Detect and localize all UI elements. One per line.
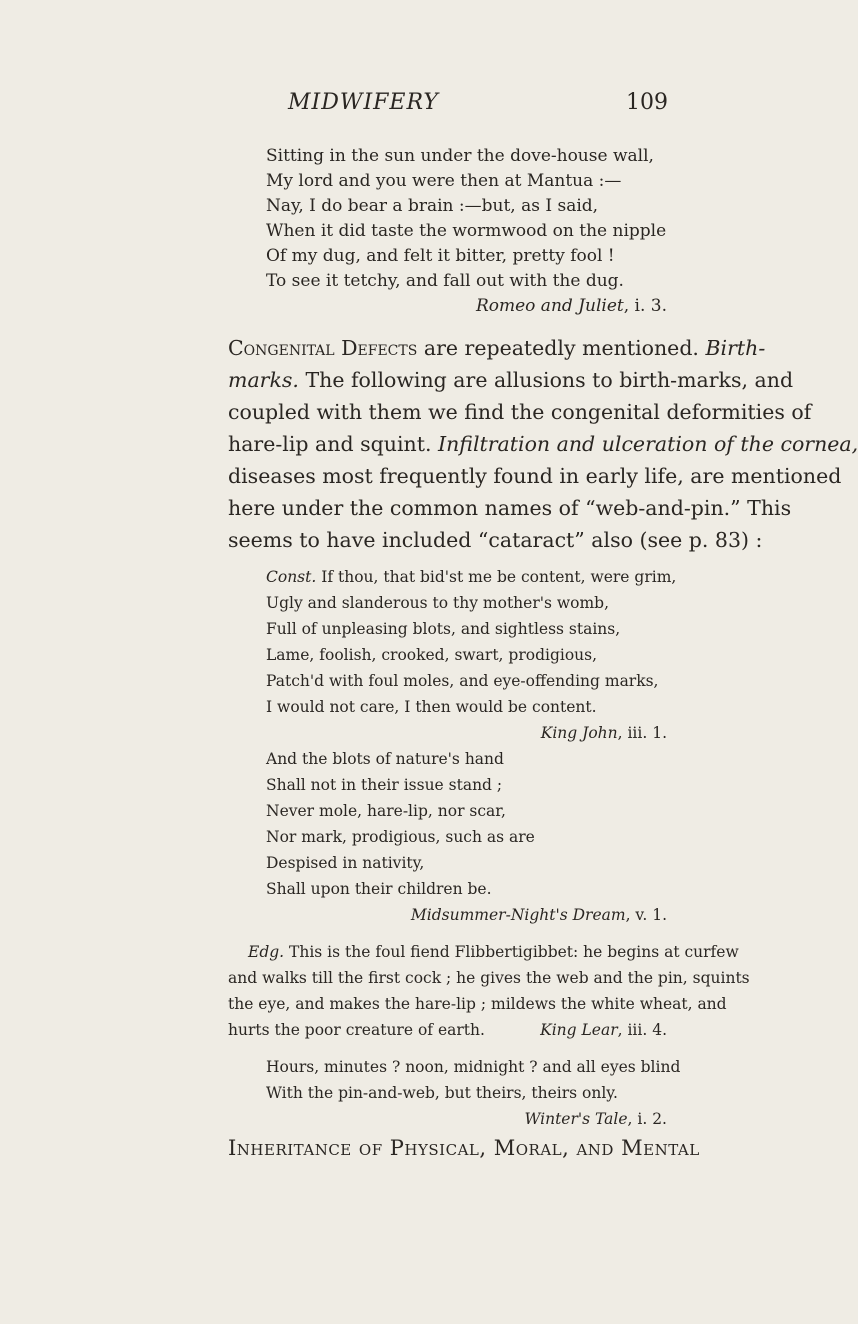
prose-line: and walks till the first cock ; he gives the web and the pin, squints xyxy=(228,969,750,987)
paragraph-line: seems to have included “cataract” also (see p. 83) : xyxy=(228,528,763,552)
citation-ref: , iii. 1. xyxy=(617,724,667,742)
verse-line: Const. If thou, that bid'st me be content, were grim, xyxy=(266,568,677,586)
verse-line: Sitting in the sun under the dove-house wall, xyxy=(266,146,654,166)
speaker: Edg. xyxy=(248,943,285,961)
citation-ref: , i. 3. xyxy=(623,296,667,316)
prose-line: hurts the poor creature of earth. xyxy=(228,1021,485,1039)
citation-title: Midsummer-Night's Dream xyxy=(410,906,626,924)
verse-line: Never mole, hare-lip, nor scar, xyxy=(266,802,506,820)
page-header xyxy=(288,90,668,124)
verse-line: When it did taste the wormwood on the nipple xyxy=(266,221,667,241)
verse-line: Full of unpleasing blots, and sightless stains, xyxy=(266,620,621,638)
verse-line: Nor mark, prodigious, such as are xyxy=(266,828,535,846)
paragraph-line: here under the common names of “web-and-pin.” This xyxy=(228,496,792,520)
verse-line: I would not care, I then would be content. xyxy=(266,698,597,716)
section-heading: Inheritance of Physical, Moral, and Mental xyxy=(228,1136,700,1160)
verse-line: To see it tetchy, and fall out with the dug. xyxy=(266,271,624,291)
verse-line: And the blots of nature's hand xyxy=(266,750,504,768)
verse-line: Lame, foolish, crooked, swart, prodigious, xyxy=(266,646,598,664)
verse-line: With the pin-and-web, but theirs, theirs only. xyxy=(266,1084,618,1102)
citation-title: King John xyxy=(540,724,618,742)
citation-title: Winter's Tale xyxy=(524,1110,628,1128)
verse-line: Despised in nativity, xyxy=(266,854,425,872)
citation xyxy=(524,1107,667,1131)
section-heading-inline: Congenital Defects xyxy=(228,336,418,360)
citation-ref: , i. 2. xyxy=(627,1110,667,1128)
verse-line: Nay, I do bear a brain :—but, as I said, xyxy=(266,196,599,216)
citation xyxy=(540,1018,667,1042)
paragraph-line: hare-lip and squint. Infiltration and ulceration of the cornea, xyxy=(228,432,858,456)
speaker: Const. xyxy=(266,568,317,586)
citation-title: Romeo and Juliet xyxy=(475,296,624,316)
prose-line: the eye, and makes the hare-lip ; mildews the white wheat, and xyxy=(228,995,727,1013)
citation-title: King Lear xyxy=(540,1021,618,1039)
verse-line: Of my dug, and felt it bitter, pretty fool ! xyxy=(266,246,615,266)
verse-line: Shall not in their issue stand ; xyxy=(266,776,503,794)
citation xyxy=(541,721,667,745)
paragraph-line: diseases most frequently found in early life, are mentioned xyxy=(228,464,842,488)
paragraph-line: marks. The following are allusions to birth-marks, and xyxy=(228,368,794,392)
citation-ref: , v. 1. xyxy=(625,906,667,924)
citation xyxy=(476,296,667,316)
verse-line: Patch'd with foul moles, and eye-offending marks, xyxy=(266,672,659,690)
verse-line: My lord and you were then at Mantua :— xyxy=(266,171,622,191)
verse-line: Ugly and slanderous to thy mother's womb, xyxy=(266,594,610,612)
citation-ref: , iii. 4. xyxy=(617,1021,667,1039)
verse-line: Hours, minutes ? noon, midnight ? and all eyes blind xyxy=(266,1058,681,1076)
verse-line: Shall upon their children be. xyxy=(266,880,492,898)
page-number: 109 xyxy=(626,90,668,115)
citation xyxy=(411,903,667,927)
running-title: MIDWIFERY xyxy=(288,90,439,115)
paragraph-line: coupled with them we find the congenital deformities of xyxy=(228,400,812,424)
prose-line: Edg. This is the foul fiend Flibbertigibbet: he begins at curfew xyxy=(248,943,739,961)
paragraph-line: Congenital Defects are repeatedly mentioned. Birth- xyxy=(228,336,766,360)
